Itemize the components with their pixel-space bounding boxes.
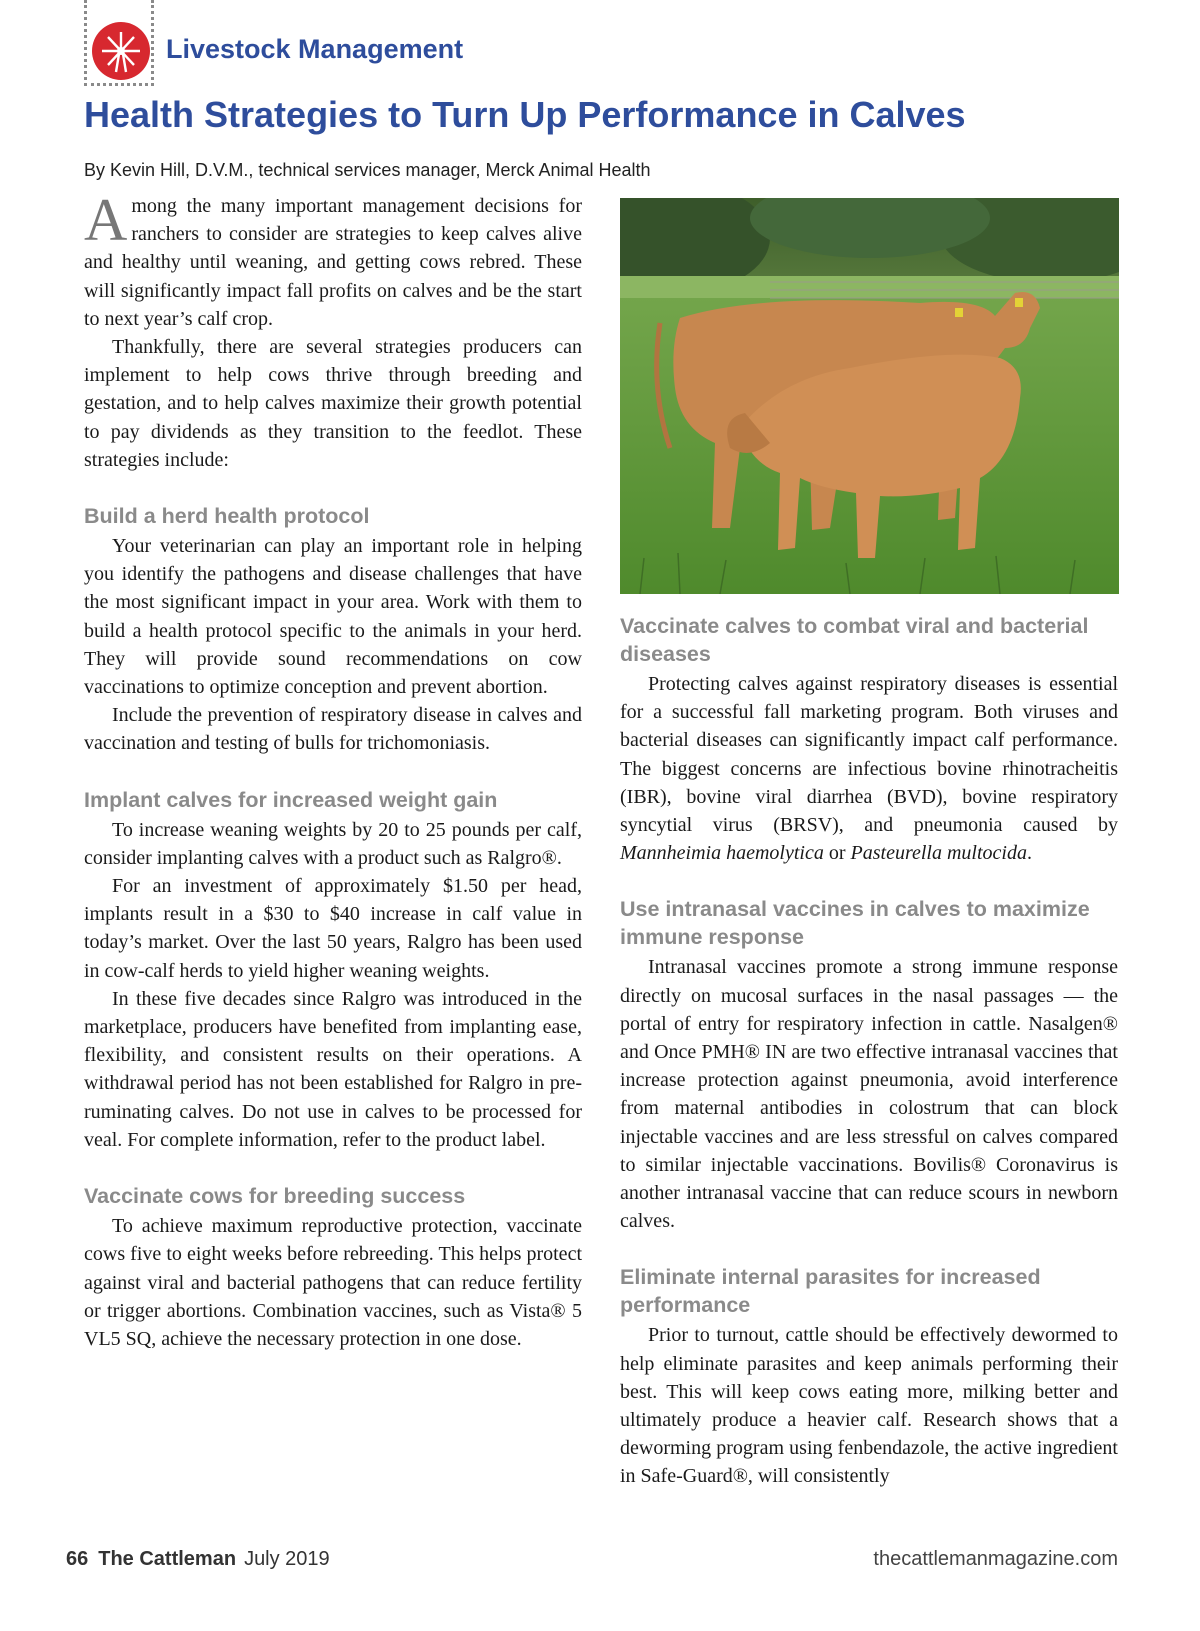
body-paragraph: In these five decades since Ralgro was introduced in the marketplace, producers have benefited from implanting ease, flexibility, and consistent results on their operations. A withdrawal period has not been established for Ralgro in pre-ruminating calves. Do not use in calves to be processed for veal. For complete information, refer to the product label. [84,987,582,1151]
subhead-parasites: Eliminate internal parasites for increased performance [620,1265,1041,1318]
body-paragraph: Intranasal vaccines promote a strong immune response directly on mucosal surfaces in the nasal passages — the portal of entry for respiratory infection in cattle. Nasalgen® and Once PMH® IN are two effective intranasal vaccines that increase protection against pneumonia, avoid interference from maternal antibodies in colostrum that can block injectable vaccines and are less stressful on calves compared to similar injectable vaccinations. Bovilis® Coronavirus is another intranasal vaccine that can reduce scours in newborn calves. [620,956,1118,1233]
right-column [620,612,1118,1491]
body-paragraph: Thankfully, there are several strategies producers can implement to help cows thrive through breeding and gestation, and to help calves maximize their growth potential to pay dividends as they transition to the feedlot. These strategies include: [84,336,582,471]
body-paragraph: Prior to turnout, cattle should be effectively dewormed to help eliminate parasites and keep animals performing their best. This will keep cows eating more, milking better and ultimately produce a heavier calf. Research shows that a deworming program using fenbendazole, the active ingredient in Safe-Guard®, will consistently [620,1324,1118,1488]
left-column [84,187,582,1353]
magazine-name: The Cattleman [98,1548,237,1570]
body-paragraph: Include the prevention of respiratory disease in calves and vaccination and testing of bulls for trichomoniasis. [84,704,582,755]
article-title: Health Strategies to Turn Up Performance in Calves [84,94,966,135]
subhead-intranasal: Use intranasal vaccines in calves to maximize immune response [620,897,1090,950]
footer-left [66,1548,330,1571]
body-paragraph: To achieve maximum reproductive protection, vaccinate cows five to eight weeks before rebreeding. This helps protect against viral and bacterial pathogens that can reduce fertility or trigger abortions. Combination vaccines, such as Vista® 5 VL5 SQ, achieve the necessary protection in one dose. [84,1215,582,1350]
subhead-viral: Vaccinate calves to combat viral and bacterial diseases [620,614,1089,666]
section-label: Livestock Management [166,34,464,64]
subhead-herd-health: Build a herd health protocol [84,504,370,529]
intro-paragraph: Among the many important management decisions for ranchers to consider are strategies to keep calves alive and healthy until weaning, and getting cows rebred. These will significantly impact fall profits on calves and be the start to next year’s calf crop. [84,187,582,330]
body-paragraph: To increase weaning weights by 20 to 25 pounds per calf, consider implanting calves with a product such as Ralgro®. [84,818,582,869]
subhead-breeding: Vaccinate cows for breeding success [84,1184,466,1209]
species-name: Mannheimia haemolytica [620,842,824,865]
page-number: 66 [66,1548,89,1570]
byline: By Kevin Hill, D.V.M., technical services manager, Merck Animal Health [84,160,651,180]
drop-cap: A [84,187,128,253]
body-paragraph: Protecting calves against respiratory diseases is essential for a successful fall marketing program. Both viruses and bacterial diseases can significantly impact calf performance. The biggest concerns are infectious bovine rhinotracheitis (IBR), bovine viral diarrhea (BVD), bovine respiratory syncytial virus (BRSV), and pneumonia caused by Mannheimia haemolytica or Pasteurella multocida. [620,673,1118,865]
species-name: Pasteurella multocida [850,842,1027,865]
body-paragraph: For an investment of approximately $1.50 per head, implants result in a $30 to $40 increase in calf value in today’s market. Over the last 50 years, Ralgro has been used in cow-calf herds to yield higher weaning weights. [84,875,582,982]
body-paragraph: Your veterinarian can play an important role in helping you identify the pathogens and disease challenges that have the most significant impact in your area. Work with them to build a health protocol specific to the animals in your herd. They will provide sound recommendations on cow vaccinations to optimize conception and prevent abortion. [84,535,582,699]
cow-and-calf-photo [620,198,1119,594]
windmill-logo-icon [92,22,150,80]
subhead-implant: Implant calves for increased weight gain [84,787,498,812]
website-link[interactable]: thecattlemanmagazine.com [873,1548,1118,1570]
issue-date: July 2019 [244,1548,330,1570]
